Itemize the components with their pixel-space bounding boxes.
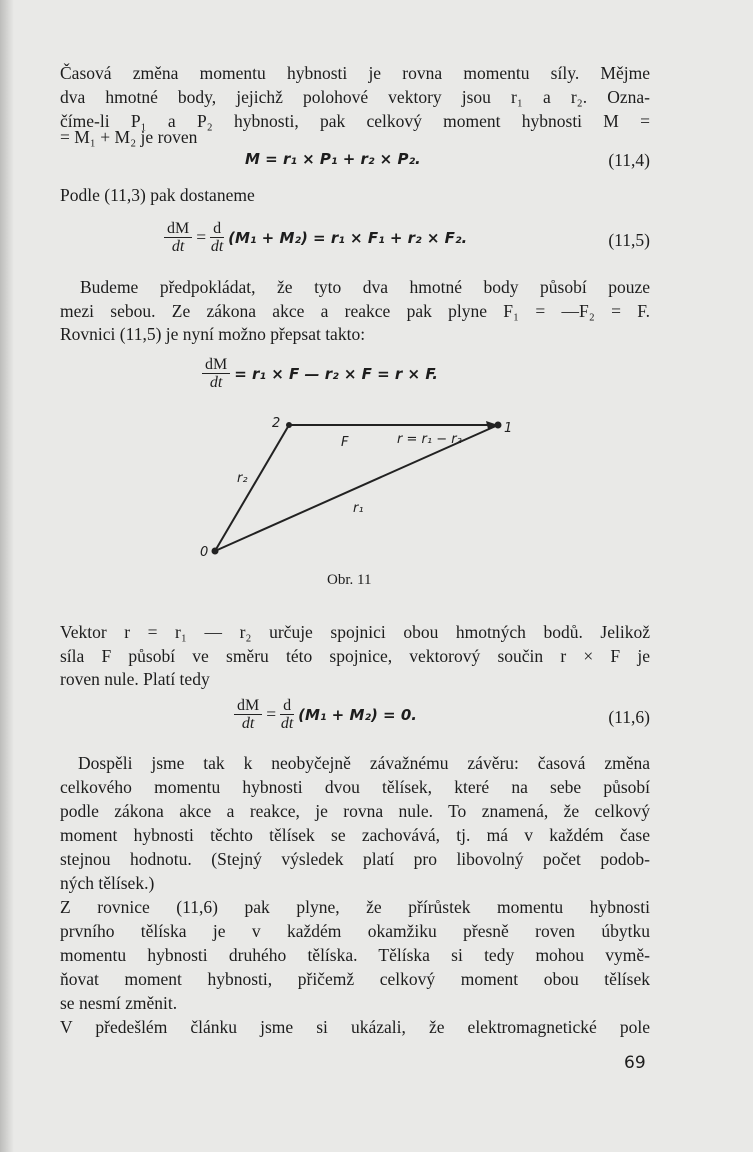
text-line: ňovat moment hybnosti, přičemž celkový moment obou tělísek <box>60 969 650 989</box>
text-line: Budeme předpokládat, že tyto dva hmotné body působí pouze <box>80 277 650 297</box>
equation-unnumbered <box>198 356 438 391</box>
equation-11-5: $\frac{dM}{dt}$ = $\frac{d}{dt}$ (M₁ + M₂) = r₁ × F₁ + r₂ × F₂. <box>160 220 467 255</box>
text-line: mezi sebou. Ze zákona akce a reakce pak plyne F₁ = —F₂ = F. <box>60 301 650 321</box>
text-line: Z rovnice (11,6) pak plyne, že přírůstek momentu hybnosti <box>60 897 650 917</box>
equation-body: (M₁ + M₂) = 0. <box>298 705 417 724</box>
page-number: 69 <box>624 1053 646 1073</box>
equation-body: M = r₁ × P₁ + r₂ × P₂. <box>245 150 421 168</box>
label-origin: 0 <box>200 545 209 560</box>
numerator: dM <box>234 697 262 715</box>
point-origin <box>212 548 219 555</box>
equation-11-4 <box>245 150 421 168</box>
text-line: prvního tělíska je v každém okamžiku přesně roven úbytku <box>60 921 650 941</box>
label-r: r = r₁ − r₂ <box>397 432 462 447</box>
figure-vector-diagram <box>200 410 530 570</box>
text-line: Dospěli jsme tak k neobyčejně závažnému závěru: časová změna <box>78 753 650 773</box>
text-line: moment hybnosti těchto tělísek se zachovává, tj. má v každém čase <box>60 825 650 845</box>
denominator: dt <box>209 374 223 391</box>
label-r1: r₁ <box>353 501 364 516</box>
text-line: se nesmí změnit. <box>60 993 178 1013</box>
text-line: V předešlém článku jsme si ukázali, že elektromagnetické pole <box>60 1017 650 1037</box>
numerator: d <box>280 697 294 715</box>
text-line: = M₁ + M₂ je roven <box>60 127 198 147</box>
denominator: dt <box>241 715 255 732</box>
vector-r2 <box>215 425 289 551</box>
equation-number: (11,6) <box>608 707 650 727</box>
text-line: Podle (11,3) pak dostaneme <box>60 185 255 205</box>
text-line: Rovnici (11,5) je nyní možno přepsat takto: <box>60 324 366 344</box>
text-line: síla F působí ve směru této spojnice, vektorový součin r × F je <box>60 646 650 666</box>
equation-body: (M₁ + M₂) = r₁ × F₁ + r₂ × F₂. <box>228 228 468 247</box>
numerator: dM <box>202 356 230 374</box>
label-r2: r₂ <box>237 471 248 486</box>
text-line: momentu hybnosti druhého tělíska. Tělíska si tedy mohou vymě- <box>60 945 650 965</box>
equation-body: = r₁ × F — r₂ × F = r × F. <box>234 364 438 383</box>
denominator: dt <box>210 238 224 255</box>
equation-number: (11,4) <box>608 150 650 170</box>
text-line: ných tělísek.) <box>60 873 155 893</box>
text-line: celkového momentu hybnosti dvou tělísek, které na sebe působí <box>60 777 650 797</box>
point-1 <box>495 422 502 429</box>
text-line: číme-li P₁ a P₂ hybnosti, pak celkový moment hybnosti M = <box>60 111 650 131</box>
text-line: Časová změna momentu hybnosti je rovna momentu síly. Mějme <box>60 63 650 83</box>
point-2 <box>286 422 292 428</box>
text-line: stejnou hodnotu. (Stejný výsledek platí pro libovolný počet podob- <box>60 849 650 869</box>
denominator: dt <box>280 715 294 732</box>
text-line: roven nule. Platí tedy <box>60 669 210 689</box>
numerator: d <box>210 220 224 238</box>
numerator: dM <box>164 220 192 238</box>
fraction <box>234 697 262 732</box>
label-F: F <box>341 435 349 450</box>
page-edge-shadow <box>0 0 14 1152</box>
fraction <box>164 220 192 255</box>
equation-11-6: $\frac{dM}{dt}$ = $\frac{d}{dt}$ (M₁ + M₂) = 0. <box>230 697 417 732</box>
label-point-1: 1 <box>504 421 513 436</box>
text-line: dva hmotné body, jejichž polohové vektory jsou r₁ a r₂. Ozna- <box>60 87 650 107</box>
text-line: Vektor r = r₁ — r₂ určuje spojnici obou hmotných bodů. Jelikož <box>60 622 650 642</box>
fraction <box>210 220 224 255</box>
equation-number: (11,5) <box>608 230 650 250</box>
denominator: dt <box>171 238 185 255</box>
fraction <box>202 356 230 391</box>
figure-caption: Obr. 11 <box>327 572 372 588</box>
label-point-2: 2 <box>272 416 281 431</box>
text-line: podle zákona akce a reakce, je rovna nule. To znamená, že celkový <box>60 801 650 821</box>
fraction <box>280 697 294 732</box>
